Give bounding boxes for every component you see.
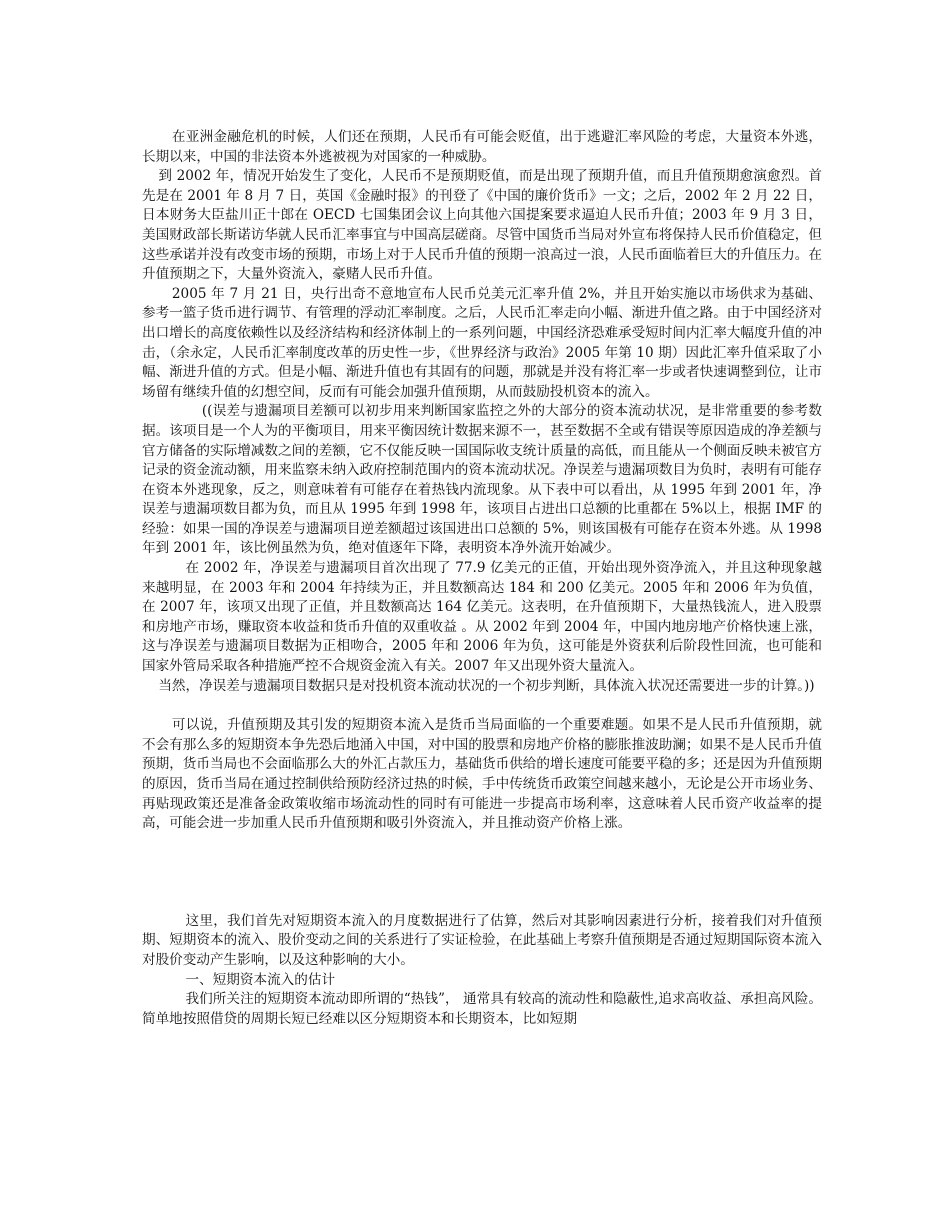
- paragraph-2002-inflow: 在 2002 年，净误差与遗漏项目首次出现了 77.9 亿美元的正值，开始出现外资净流入，并且这种现象越来越明显，在 2003 年和 2004 年持续为正，并且数额高达 184 和 200 亿美元。2005 年和 2006 年为负值，在 2007 年，该项又出现了正值，并且数额高达 164 亿美元。这表明，在升值预期下，大量热钱流人，进入股票和房地产市场，赚取资本收益和货币升值的双重收益 。从 2002 年到 2004 年，中国内地房地产价格快速上涨，这与净误差与遗漏项目数据为正相吻合，2005 年和 2006 年为负，这可能是外资获利后阶段性回流，也可能和国家外管局采取各种措施严控不合规资金流入有关。2007 年又出现外资大量流入。: [142, 560, 822, 675]
- spacer: [142, 696, 822, 716]
- paragraph-errors-omissions: ((误差与遗漏项目差额可以初步用来判断国家监控之外的大部分的资本流动状况，是非常重要的参考数据。该项目是一个人为的平衡项目，用来平衡因统计数据来源不一，甚至数据不全或有错误等原因造成的净差额与官方储备的实际增减数之间的差额，它不仅能反映一国国际收支统计质量的高低，而且能从一个侧面反映未被官方记录的资金流动额，用来监察未纳入政府控制范围内的资本流动状况。净误差与遗漏项数目为负时，表明有可能存在资本外逃现象，反之，则意味着有可能存在着热钱内流现象。从下表中可以看出，从 1995 年到 2001 年，净误差与遗漏项数目都为负，而且从 1995 年到 1998 年，该项目占进出口总额的比重都在 5%以上，根据 IMF 的经验：如果一国的净误差与遗漏项目逆差额超过该国进出口总额的 5%，则该国极有可能存在资本外逃。从 1998 年到 2001 年，该比例虽然为负，绝对值逐年下降，表明资本净外流开始减少。: [142, 403, 822, 557]
- section-heading: 一、短期资本流入的估计: [185, 971, 336, 988]
- spacer: [142, 834, 822, 912]
- paragraph-preliminary-judgment: 当然，净误差与遗漏项目数据只是对投机资本流动状况的一个初步判断，具体流入状况还需要进一步的计算。)): [158, 677, 815, 694]
- paragraph-policy-dilemma: 可以说，升值预期及其引发的短期资本流入是货币当局面临的一个重要难题。如果不是人民币升值预期，就不会有那么多的短期资本争先恐后地涌入中国，对中国的股票和房地产价格的膨胀推波助澜；如果不是人民币升值预期，货币当局也不会面临那么大的外汇占款压力，基础货币供给的增长速度可能要平稳的多；还是因为升值预期的原因，货币当局在通过控制供给预防经济过热的时候，手中传统货币政策空间越来越小，无论是公开市场业务、再贴现政策还是准备金政策收缩市场流动性的同时有可能进一步提高市场利率，这意味着人民币资产收益率的提高，可能会进一步加重人民币升值预期和吸引外资流入，并且推动资产价格上涨。: [142, 717, 822, 832]
- paragraph-research-outline: 这里，我们首先对短期资本流入的月度数据进行了估算，然后对其影响因素进行分析，接着我们对升值预期、短期资本的流入、股价变动之间的关系进行了实证检验，在此基础上考察升值预期是否通过短期国际资本流入对股价变动产生影响，以及这种影响的大小。: [142, 912, 822, 968]
- document-page: [142, 128, 822, 1029]
- paragraph-asian-crisis: 在亚洲金融危机的时候，人们还在预期，人民币有可能会贬值，出于逃避汇率风险的考虑，大量资本外逃，长期以来，中国的非法资本外逃被视为对国家的一种威胁。: [142, 129, 822, 165]
- paragraph-hot-money: 我们所关注的短期资本流动即所谓的“热钱”， 通常具有较高的流动性和隐蔽性,追求高收益、承担高风险。简单地按照借贷的周期长短已经难以区分短期资本和长期资本，比如短期: [142, 991, 822, 1027]
- paragraph-2005-reform: 2005 年 7 月 21 日，央行出奇不意地宣布人民币兑美元汇率升值 2%，并且开始实施以市场供求为基础、参考一篮子货币进行调节、有管理的浮动汇率制度。之后，人民币汇率走向小幅、渐进升值之路。由于中国经济对出口增长的高度依赖性以及经济结构和经济体制上的一系列问题，中国经济恐难承受短时间内汇率大幅度升值的冲击，（余永定，人民币汇率制度改革的历史性一步，《世界经济与政治》2005 年第 10 期）因此汇率升值采取了小幅、渐进升值的方式。但是小幅、渐进升值也有其固有的问题，那就是并没有将汇率一步或者快速调整到位，让市场留有继续升值的幻想空间，反而有可能会加强升值预期，从而鼓励投机资本的流入。: [142, 285, 822, 400]
- paragraph-2002-appreciation: 到 2002 年，情况开始发生了变化，人民币不是预期贬值，而是出现了预期升值，而且升值预期愈演愈烈。首先是在 2001 年 8 月 7 日，英国《金融时报》的刊登了《中国的廉价货币》一文；之后，2002 年 2 月 22 日，日本财务大臣盐川正十郎在 OECD 七国集团会议上向其他六国提案要求逼迫人民币升值；2003 年 9 月 3 日，美国财政部长斯诺访华就人民币汇率事宜与中国高层磋商。尽管中国货币当局对外宣布将保持人民币价值稳定，但这些承诺并没有改变市场的预期，市场上对于人民币升值的预期一浪高过一浪，人民币面临着巨大的升值压力。在升值预期之下，大量外资流入，豪赌人民币升值。: [142, 168, 822, 283]
